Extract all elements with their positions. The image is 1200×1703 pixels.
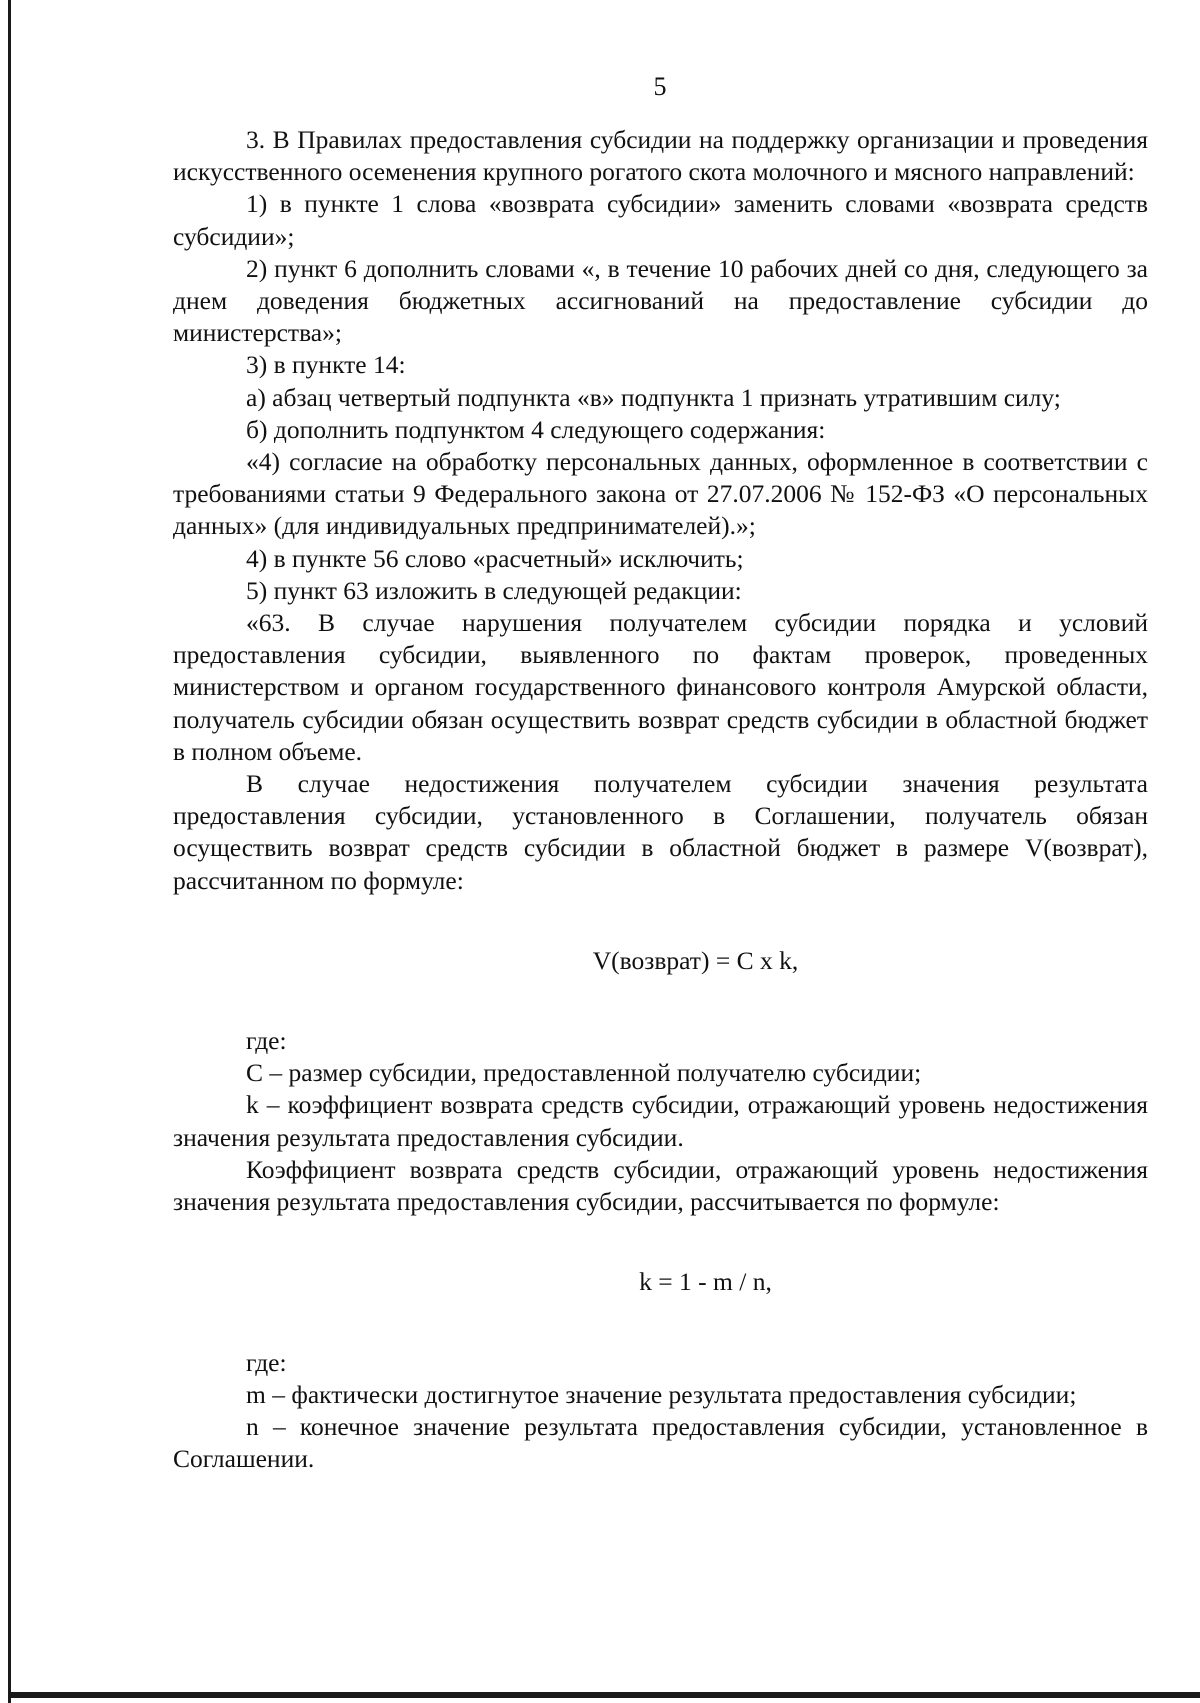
scan-border-left [8, 0, 11, 1703]
paragraph: 2) пункт 6 дополнить словами «, в течение 10 рабочих дней со дня, следующего за днем доведения бюджетных ассигнований на предоставление субсидии до министерства»; [173, 253, 1148, 348]
paragraph: 5) пункт 63 изложить в следующей редакции: [246, 575, 742, 605]
paragraph: 3) в пункте 14: [246, 350, 406, 380]
paragraph: 4) в пункте 56 слово «расчетный» исключить; [246, 543, 744, 573]
paragraph: Коэффициент возврата средств субсидии, отражающий уровень недостижения значения результата предоставления субсидии, рассчитывается по формуле: [173, 1154, 1148, 1217]
formula-refund: V(возврат) = C x k, [592, 945, 799, 975]
paragraph: m – фактически достигнутое значение результата предоставления субсидии; [246, 1379, 1077, 1409]
document-body [173, 124, 1148, 1475]
paragraph: «4) согласие на обработку персональных данных, оформленное в соответствии с требованиями статьи 9 Федерального закона от 27.07.2006 № 152-ФЗ «О персональных данных» (для индивидуальных предпринимателей).»; [173, 447, 1148, 541]
paragraph: б) дополнить подпунктом 4 следующего содержания: [246, 414, 826, 444]
formula-coefficient: k = 1 - m / n, [639, 1267, 772, 1297]
page-number: 5 [653, 72, 667, 101]
paragraph: 3. В Правилах предоставления субсидии на поддержку организации и проведения искусственного осеменения крупного рогатого скота молочного и мясного направлений: [173, 125, 1148, 187]
paragraph: 1) в пункте 1 слова «возврата субсидии» заменить словами «возврата средств субсидии»; [173, 189, 1148, 251]
paragraph: а) абзац четвертый подпункта «в» подпункта 1 признать утратившим силу; [246, 382, 1061, 412]
paragraph: n – конечное значение результата предоставления субсидии, установленное в Соглашении. [173, 1411, 1148, 1474]
paragraph: где: [246, 1026, 287, 1056]
paragraph: C – размер субсидии, предоставленной получателю субсидии; [246, 1058, 922, 1088]
paragraph: «63. В случае нарушения получателем субсидии порядка и условий предоставления субсидии, выявленного по фактам проверок, проведенных министерством и органом государственного финансового контроля Амурской области, получатель субсидии обязан осуществить возврат средств субсидии в областной бюджет в полном объеме. [173, 608, 1148, 766]
scan-border-bottom [8, 1692, 1200, 1698]
paragraph: где: [246, 1347, 287, 1377]
paragraph: В случае недостижения получателем субсидии значения результата предоставления субсидии, установленного в Соглашении, получатель обязан осуществить возврат средств субсидии в областной бюджет в размере V(возврат), рассчитанном по формуле: [173, 769, 1148, 895]
paragraph: k – коэффициент возврата средств субсидии, отражающий уровень недостижения значения результата предоставления субсидии. [173, 1090, 1148, 1152]
